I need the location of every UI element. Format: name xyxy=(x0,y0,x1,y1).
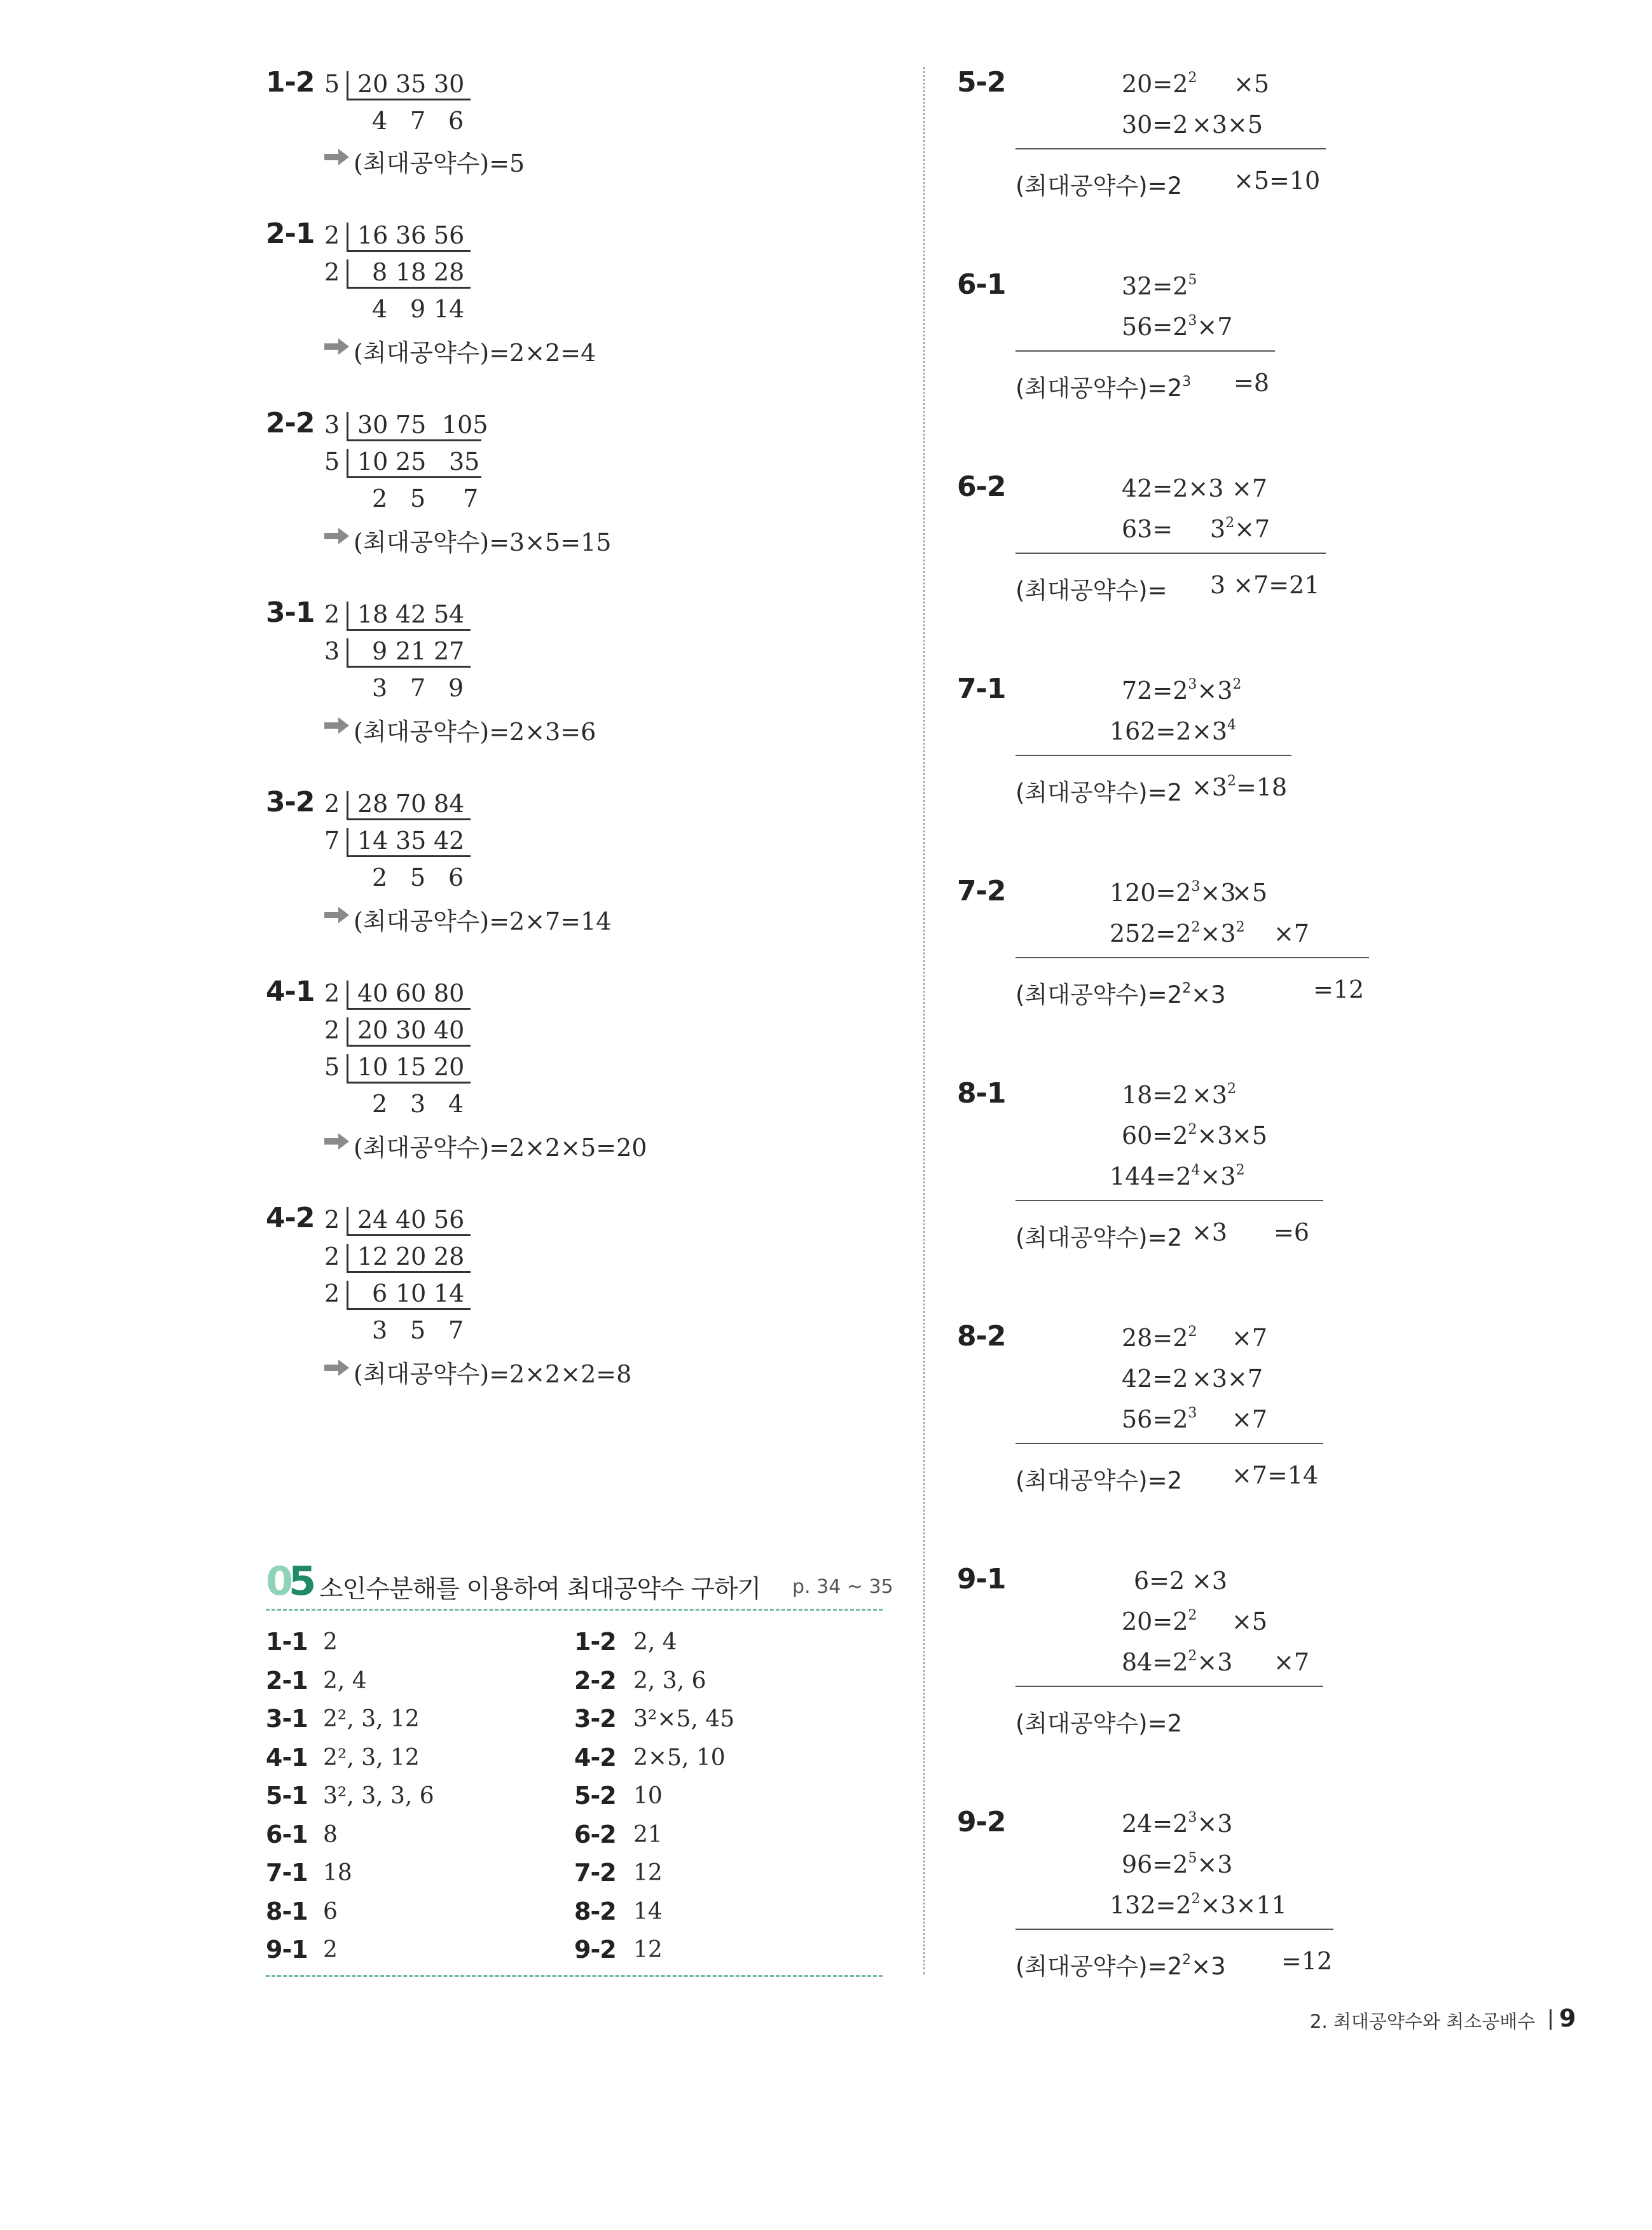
problem-label: 3-1 xyxy=(266,596,315,629)
division-line xyxy=(347,1308,471,1310)
factor-term: ×3×7 xyxy=(1192,1365,1263,1393)
division-line xyxy=(347,666,471,668)
dividend: 20 xyxy=(434,1053,465,1081)
answer-label: 1-2 xyxy=(574,1628,616,1656)
chapter-title: 2. 최대공약수와 최소공배수 xyxy=(1310,2011,1536,2032)
divisor: 2 xyxy=(324,1206,340,1234)
division-line xyxy=(347,476,481,478)
dividend: 54 xyxy=(434,600,465,628)
answer-label: 5-1 xyxy=(266,1782,308,1810)
quotient: 5 xyxy=(410,1316,426,1344)
dividend: 16 xyxy=(357,221,389,249)
division-bar xyxy=(347,1207,348,1235)
gcd-answer: (최대공약수)=2 xyxy=(1015,172,1183,200)
answer-value: 6 xyxy=(323,1899,338,1925)
divisor: 2 xyxy=(324,258,340,286)
dividend: 105 xyxy=(442,411,488,439)
answer-value: 2 xyxy=(323,1629,338,1655)
gcd-answer: (최대공약수)=2×7=14 xyxy=(354,907,612,935)
factorization-line: 30=2 xyxy=(1122,111,1188,139)
divisor: 2 xyxy=(324,600,340,628)
result-line xyxy=(1015,350,1275,352)
factorization-line: $20=2^2$ xyxy=(1122,1607,1197,1635)
result-line xyxy=(1015,553,1326,554)
factorization-line: $132=2^2\times 3\times 11$ xyxy=(1110,1891,1287,1919)
problem-label: 9-1 xyxy=(957,1563,1006,1595)
dividend: 75 xyxy=(396,411,427,439)
divisor: 2 xyxy=(324,1242,340,1270)
quotient: 3 xyxy=(372,674,388,702)
arrow-icon xyxy=(324,906,350,924)
gcd-answer-tail: =12 xyxy=(1281,1947,1333,1975)
gcd-answer: (최대공약수)=2×2=4 xyxy=(354,339,596,367)
factor-term: ×3 xyxy=(1192,1567,1228,1595)
division-bar xyxy=(347,1054,348,1082)
quotient: 2 xyxy=(372,864,388,891)
dividend: 30 xyxy=(434,70,465,98)
dividend: 20 xyxy=(357,70,389,98)
divisor: 5 xyxy=(324,70,340,98)
answer-label: 8-2 xyxy=(574,1897,616,1925)
quotient: 4 xyxy=(372,295,388,323)
answer-label: 5-2 xyxy=(574,1782,616,1810)
quotient: 14 xyxy=(434,295,465,323)
problem-label: 6-2 xyxy=(957,471,1006,503)
factorization-line: $24=2^3\times 3$ xyxy=(1122,1810,1233,1838)
answer-value: 3²×5, 45 xyxy=(633,1706,735,1732)
dividend: 28 xyxy=(357,790,389,818)
result-line xyxy=(1015,755,1291,756)
answer-value: 2, 4 xyxy=(633,1629,677,1655)
answer-label: 2-1 xyxy=(266,1667,308,1695)
gcd-answer-tail: =8 xyxy=(1234,369,1270,397)
dividend: 40 xyxy=(434,1016,465,1044)
dividend: 14 xyxy=(357,827,389,855)
dividend: 28 xyxy=(434,1242,465,1270)
result-line xyxy=(1015,957,1369,958)
gcd-answer-tail: =6 xyxy=(1274,1218,1310,1246)
dividend: 42 xyxy=(434,827,465,855)
division-line xyxy=(347,629,471,631)
page-number: 9 xyxy=(1559,2004,1576,2032)
dividend: 70 xyxy=(396,790,427,818)
quotient: 4 xyxy=(448,1090,464,1118)
dividend: 10 xyxy=(357,1053,389,1081)
factorization-line: $96=2^5\times 3$ xyxy=(1122,1850,1233,1878)
division-bar xyxy=(347,71,348,99)
factorization-line: $56=2^3$ xyxy=(1122,1405,1197,1433)
factorization-line: $32=2^5$ xyxy=(1122,272,1197,300)
factor-term: ×3×5 xyxy=(1192,111,1263,139)
division-bar xyxy=(347,412,348,440)
answer-value: 2², 3, 12 xyxy=(323,1706,420,1732)
divisor: 2 xyxy=(324,979,340,1007)
quotient: 7 xyxy=(448,1316,464,1344)
divisor: 2 xyxy=(324,1279,340,1307)
division-bar xyxy=(347,259,348,287)
dividend: 6 xyxy=(372,1279,388,1307)
divisor: 2 xyxy=(324,1016,340,1044)
quotient: 4 xyxy=(372,107,388,135)
gcd-answer-tail: ×7=14 xyxy=(1232,1461,1319,1489)
division-bar xyxy=(347,638,348,666)
gcd-answer: (최대공약수)=2 xyxy=(1015,1710,1183,1737)
dividend: 24 xyxy=(357,1206,389,1234)
division-bar xyxy=(347,981,348,1008)
factorization-line: 18=2 xyxy=(1122,1081,1188,1109)
gcd-answer-tail: ×5=10 xyxy=(1234,167,1321,195)
factor-term: ×7 xyxy=(1232,474,1268,502)
answer-value: 10 xyxy=(633,1783,663,1809)
gcd-answer: (최대공약수)=2×3=6 xyxy=(354,718,596,746)
dividend: 12 xyxy=(357,1242,389,1270)
division-line xyxy=(347,818,471,820)
answer-value: 18 xyxy=(323,1860,352,1886)
dividend: 14 xyxy=(434,1279,465,1307)
problem-label: 4-1 xyxy=(266,975,315,1008)
answer-value: 3², 3, 3, 6 xyxy=(323,1783,434,1809)
factorization-line: $120=2^3\times 3$ xyxy=(1110,879,1236,907)
answer-value: 12 xyxy=(633,1860,663,1886)
dividend: 30 xyxy=(396,1016,427,1044)
footer-separator xyxy=(1550,2009,1552,2030)
gcd-answer: (최대공약수)$=2^2\times 3$ xyxy=(1015,981,1226,1008)
divisor: 5 xyxy=(324,1053,340,1081)
division-line xyxy=(347,287,471,289)
factor-term: ×5 xyxy=(1232,1122,1268,1150)
answer-label: 7-2 xyxy=(574,1859,616,1887)
factor-term: ×7 xyxy=(1232,1324,1268,1352)
division-line xyxy=(347,1271,471,1273)
division-line xyxy=(347,250,471,252)
factorization-line: $252=2^2\times 3^2$ xyxy=(1110,919,1245,947)
factor-term: ×7 xyxy=(1232,1405,1268,1433)
quotient: 9 xyxy=(410,295,426,323)
arrow-icon xyxy=(324,338,350,355)
division-line xyxy=(347,1045,471,1047)
divisor: 2 xyxy=(324,221,340,249)
answer-label: 9-2 xyxy=(574,1936,616,1964)
answer-value: 12 xyxy=(633,1937,663,1963)
problem-label: 2-2 xyxy=(266,407,315,439)
quotient: 6 xyxy=(448,107,464,135)
dividend: 35 xyxy=(396,827,427,855)
division-line xyxy=(347,1234,471,1236)
gcd-answer: (최대공약수)= xyxy=(1015,577,1167,604)
factorization-line: 6=2 xyxy=(1134,1567,1185,1595)
dividend: 9 xyxy=(372,637,388,665)
arrow-icon xyxy=(324,1359,350,1377)
factor-term: $\times 3^2$ xyxy=(1192,1081,1237,1109)
arrow-icon xyxy=(324,527,350,545)
factorization-line: $60=2^2\times 3$ xyxy=(1122,1122,1233,1150)
dividend: 40 xyxy=(357,979,389,1007)
section-divider-bottom xyxy=(266,1975,883,1977)
result-line xyxy=(1015,1929,1333,1930)
quotient: 3 xyxy=(372,1316,388,1344)
dividend: 40 xyxy=(396,1206,427,1234)
dividend: 25 xyxy=(396,448,427,476)
dividend: 35 xyxy=(396,70,427,98)
problem-label: 4-2 xyxy=(266,1202,315,1234)
answer-value: 21 xyxy=(633,1822,663,1848)
answer-value: 2², 3, 12 xyxy=(323,1745,420,1771)
divisor: 5 xyxy=(324,448,340,476)
factorization-line: $144=2^4\times 3^2$ xyxy=(1110,1162,1245,1190)
quotient: 7 xyxy=(410,674,426,702)
answer-label: 6-1 xyxy=(266,1820,308,1848)
dividend: 20 xyxy=(357,1016,389,1044)
answer-label: 1-1 xyxy=(266,1628,308,1656)
answer-label: 4-1 xyxy=(266,1744,308,1772)
answer-value: 14 xyxy=(633,1899,663,1925)
result-line xyxy=(1015,1443,1323,1444)
problem-label: 8-1 xyxy=(957,1077,1006,1110)
division-line xyxy=(347,1008,471,1010)
dividend: 84 xyxy=(434,790,465,818)
factorization-line: $28=2^2$ xyxy=(1122,1324,1197,1352)
division-line xyxy=(347,99,471,100)
dividend: 18 xyxy=(396,258,427,286)
dividend: 8 xyxy=(372,258,388,286)
gcd-answer: (최대공약수)=2 xyxy=(1015,1224,1183,1251)
quotient: 6 xyxy=(448,864,464,891)
factorization-line: $56=2^3\times 7$ xyxy=(1122,313,1233,341)
division-bar xyxy=(347,1281,348,1309)
problem-label: 1-2 xyxy=(266,66,315,99)
answer-label: 6-2 xyxy=(574,1820,616,1848)
division-bar xyxy=(347,791,348,819)
quotient: 5 xyxy=(410,864,426,891)
answer-label: 8-1 xyxy=(266,1897,308,1925)
arrow-icon xyxy=(324,717,350,734)
answer-label: 9-1 xyxy=(266,1936,308,1964)
dividend: 56 xyxy=(434,1206,465,1234)
dividend: 18 xyxy=(357,600,389,628)
factor-term: ×7 xyxy=(1274,919,1310,947)
result-line xyxy=(1015,1200,1323,1201)
dividend: 27 xyxy=(434,637,465,665)
answer-value: 2, 4 xyxy=(323,1668,367,1694)
section-divider-top xyxy=(266,1609,883,1611)
gcd-answer: (최대공약수)=5 xyxy=(354,149,525,177)
gcd-answer: (최대공약수)=3×5=15 xyxy=(354,528,612,556)
division-bar xyxy=(347,1017,348,1045)
answer-label: 7-1 xyxy=(266,1859,308,1887)
gcd-answer: (최대공약수)=2 xyxy=(1015,1467,1183,1494)
division-bar xyxy=(347,449,348,477)
answer-label: 3-1 xyxy=(266,1705,308,1733)
factorization-line: 63= xyxy=(1122,515,1173,543)
dividend: 36 xyxy=(396,221,427,249)
quotient: 5 xyxy=(410,485,426,513)
section-pages: p. 34 ~ 35 xyxy=(792,1576,893,1598)
dividend: 80 xyxy=(434,979,465,1007)
section-number xyxy=(266,1559,323,1604)
problem-label: 5-2 xyxy=(957,66,1006,99)
quotient: 9 xyxy=(448,674,464,702)
column-divider xyxy=(923,67,925,1974)
factorization-line: 162=2 xyxy=(1110,717,1192,745)
division-line xyxy=(347,855,471,857)
gcd-answer-term: ×3 xyxy=(1192,1218,1228,1246)
answer-value: 2, 3, 6 xyxy=(633,1668,706,1694)
dividend: 35 xyxy=(449,448,480,476)
answer-label: 3-2 xyxy=(574,1705,616,1733)
divisor: 2 xyxy=(324,790,340,818)
answer-label: 4-2 xyxy=(574,1744,616,1772)
arrow-icon xyxy=(324,148,350,166)
division-bar xyxy=(347,602,348,630)
dividend: 10 xyxy=(396,1279,427,1307)
division-line xyxy=(347,439,481,441)
problem-label: 7-1 xyxy=(957,673,1006,705)
dividend: 42 xyxy=(396,600,427,628)
division-bar xyxy=(347,828,348,856)
gcd-answer: (최대공약수)$=2^2\times 3$ xyxy=(1015,1952,1226,1980)
answer-value: 2 xyxy=(323,1937,338,1963)
quotient: 3 xyxy=(410,1090,426,1118)
dividend: 28 xyxy=(434,258,465,286)
problem-label: 7-2 xyxy=(957,875,1006,907)
divisor: 3 xyxy=(324,411,340,439)
result-line xyxy=(1015,1686,1323,1687)
factorization-line: 42=2 xyxy=(1122,1365,1188,1393)
quotient: 2 xyxy=(372,485,388,513)
factor-term: $\times 3^4$ xyxy=(1192,717,1237,745)
problem-label: 8-2 xyxy=(957,1320,1006,1352)
gcd-answer-tail: 3 ×7=21 xyxy=(1210,571,1320,599)
factorization-line: $72=2^3\times 3^2$ xyxy=(1122,677,1242,705)
quotient: 7 xyxy=(410,107,426,135)
factor-term: ×5 xyxy=(1232,879,1268,907)
dividend: 15 xyxy=(396,1053,427,1081)
problem-label: 3-2 xyxy=(266,786,315,818)
gcd-answer: (최대공약수)=2×2×2=8 xyxy=(354,1360,632,1388)
factor-term: $3^2\times 7$ xyxy=(1210,515,1270,543)
factor-term: ×5 xyxy=(1232,1607,1268,1635)
dividend: 60 xyxy=(396,979,427,1007)
factorization-line: $20=2^2$ xyxy=(1122,70,1197,98)
gcd-answer: (최대공약수)=2×2×5=20 xyxy=(354,1134,647,1162)
division-bar xyxy=(347,223,348,251)
quotient: 2 xyxy=(372,1090,388,1118)
problem-label: 9-2 xyxy=(957,1806,1006,1838)
gcd-answer: (최대공약수)$=2^3$ xyxy=(1015,374,1192,402)
factorization-line: $84=2^2\times 3$ xyxy=(1122,1648,1233,1676)
arrow-icon xyxy=(324,1132,350,1150)
section-title: 소인수분해를 이용하여 최대공약수 구하기 xyxy=(319,1575,761,1604)
divisor: 7 xyxy=(324,827,340,855)
quotient: 7 xyxy=(463,485,479,513)
gcd-answer-tail: =12 xyxy=(1313,975,1365,1003)
result-line xyxy=(1015,148,1326,149)
gcd-answer: (최대공약수)=2 xyxy=(1015,779,1183,806)
answer-label: 2-2 xyxy=(574,1667,616,1695)
dividend: 21 xyxy=(396,637,427,665)
factor-term: ×7 xyxy=(1274,1648,1310,1676)
factorization-line: 42=2×3 xyxy=(1122,474,1224,502)
problem-label: 6-1 xyxy=(957,268,1006,301)
division-line xyxy=(347,1082,471,1084)
gcd-answer-tail: $\times 3^2=18$ xyxy=(1192,773,1288,801)
dividend: 56 xyxy=(434,221,465,249)
answer-value: 2×5, 10 xyxy=(633,1745,726,1771)
section-number-digit-0: 0 xyxy=(266,1559,294,1604)
dividend: 30 xyxy=(357,411,389,439)
factor-term: ×5 xyxy=(1234,70,1270,98)
answer-value: 8 xyxy=(323,1822,338,1848)
section-number-digit-1: 5 xyxy=(289,1559,317,1604)
dividend: 10 xyxy=(357,448,389,476)
dividend: 20 xyxy=(396,1242,427,1270)
division-bar xyxy=(347,1244,348,1272)
divisor: 3 xyxy=(324,637,340,665)
problem-label: 2-1 xyxy=(266,217,315,250)
